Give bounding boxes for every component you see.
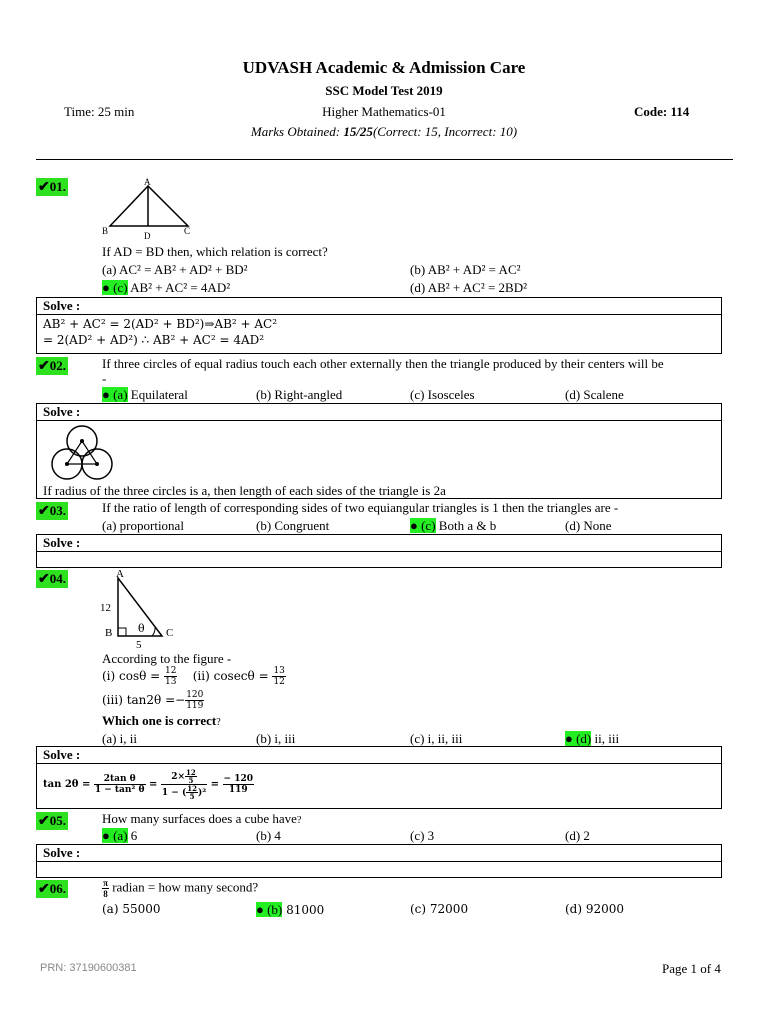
question-intro: According to the figure -	[102, 651, 232, 666]
check-icon: ✔	[38, 180, 50, 195]
question-number: ✔05.	[38, 813, 66, 829]
option-d[interactable]: (d) 92000	[565, 902, 625, 916]
question-number: ✔06.	[38, 881, 66, 897]
solve-text: If radius of the three circles is a, then length of each sides of the triangle is 2a	[43, 483, 446, 498]
exam-code: Code: 114	[634, 104, 690, 119]
option-d[interactable]: (d) None	[565, 518, 612, 533]
option-c[interactable]: (c) 72000	[410, 902, 469, 916]
solve-line: = 2(AD² + AD²) ∴ AB² + AC² = 4AD²	[43, 333, 265, 347]
three-circles-figure	[47, 422, 117, 484]
option-c[interactable]: (c) i, ii, iii	[410, 731, 463, 746]
option-a[interactable]: (a) i, ii	[102, 731, 138, 746]
solve-label: Solve :	[43, 747, 81, 762]
solve-box	[36, 403, 722, 499]
exam-time: Time: 25 min	[64, 104, 135, 119]
option-b[interactable]: (b) 4	[256, 828, 281, 843]
solve-line: AB² + AC² = 2(AD² + BD²)⇒AB² + AC²	[43, 317, 278, 331]
solve-label: Solve :	[43, 845, 81, 860]
question-text: How many surfaces does a cube have?	[102, 811, 302, 826]
vertex-label-b: B	[102, 226, 109, 236]
question-text: Which one is correct?	[102, 713, 221, 728]
answer-marker: ● (a)	[102, 828, 128, 843]
question-text-cont: -	[102, 371, 107, 386]
page-number: Page 1 of 4	[662, 961, 721, 976]
solve-box	[36, 534, 722, 568]
answer-marker: ● (c)	[102, 280, 128, 295]
option-d[interactable]: (d) 2	[565, 828, 590, 843]
option-c[interactable]: (c) 3	[410, 828, 435, 843]
check-icon: ✔	[38, 814, 50, 829]
triangle-figure	[98, 176, 198, 242]
question-number: ✔03.	[38, 503, 66, 519]
option-d[interactable]: ● (d) ii, iii	[565, 731, 620, 746]
answer-marker: ● (d)	[565, 731, 592, 746]
solve-equation: tan 2θ = $\frac{\text{2tan θ}}{\text{1 − tan² θ}}$ = 2× $\frac{12}{5}$ 1 − ( $\frac{12}{5}$ )² = $\frac{- 120}{119}$	[43, 768, 253, 801]
answer-marker: ● (a)	[102, 387, 128, 402]
question-number: ✔01.	[38, 179, 66, 195]
check-icon: ✔	[38, 572, 50, 587]
option-a[interactable]: (a) 55000	[102, 902, 161, 916]
option-c[interactable]: ● (c) Both a & b	[410, 518, 497, 533]
option-c[interactable]: ● (c) AB² + AC² = 4AD²	[102, 280, 231, 295]
option-a[interactable]: (a) proportional	[102, 518, 184, 533]
check-icon: ✔	[38, 504, 50, 519]
option-b[interactable]: (b) Congruent	[256, 518, 330, 533]
statement-i: (i) cosθ = $\frac{12}{13}$ (ii) cosecθ = $\frac{13}{12}$	[102, 666, 285, 687]
option-c[interactable]: (c) Isosceles	[410, 387, 475, 402]
check-icon: ✔	[38, 882, 50, 897]
answer-marker: ● (c)	[410, 518, 436, 533]
vertex-label-a: A	[116, 568, 124, 580]
exam-title: UDVASH Academic & Admission Care	[242, 58, 526, 77]
statement-iii: (iii) tan2θ =− $\frac{120}{119}$	[102, 690, 204, 711]
solve-box	[36, 297, 722, 354]
question-number: ✔04.	[38, 571, 66, 587]
base-label: 5	[136, 639, 142, 650]
statement-ii: (ii) cosecθ =	[192, 669, 273, 683]
side-label: 12	[100, 602, 111, 614]
exam-subject: Higher Mathematics-01	[322, 104, 446, 119]
question-number: ✔02.	[38, 358, 66, 374]
marks-detail: (Correct: 15, Incorrect: 10)	[372, 124, 518, 139]
vertex-label-b: B	[105, 627, 113, 639]
solve-label: Solve :	[43, 298, 81, 313]
prn-number: PRN: 37190600381	[40, 962, 137, 974]
question-text: If the ratio of length of corresponding sides of two equiangular triangles is 1 then the triangles are -	[102, 500, 619, 515]
option-a[interactable]: ● (a) Equilateral	[102, 387, 188, 402]
option-b[interactable]: (b) i, iii	[256, 731, 296, 746]
vertex-label-d: D	[144, 231, 151, 241]
question-text: If three circles of equal radius touch each other externally then the triangle produced by their centers will be	[102, 356, 664, 371]
solve-label: Solve :	[43, 404, 81, 419]
option-a[interactable]: (a) AC² = AB² + AD² + BD²	[102, 262, 248, 277]
answer-marker: ● (b)	[256, 902, 283, 917]
right-triangle-figure	[98, 566, 184, 650]
check-icon: ✔	[38, 359, 50, 374]
option-b[interactable]: (b) Right-angled	[256, 387, 343, 402]
exam-subtitle: SSC Model Test 2019	[325, 83, 443, 98]
option-a[interactable]: ● (a) 6	[102, 828, 138, 843]
option-b[interactable]: (b) AB² + AD² = AC²	[410, 262, 521, 277]
option-d[interactable]: (d) AB² + AC² = 2BD²	[410, 280, 528, 295]
solve-box	[36, 746, 722, 809]
solve-box	[36, 844, 722, 878]
vertex-label-c: C	[184, 226, 191, 236]
vertex-label-a: A	[144, 177, 151, 187]
vertex-label-c: C	[166, 627, 174, 639]
solve-label: Solve :	[43, 535, 81, 550]
marks-obtained	[0, 124, 768, 140]
marks-prefix: Marks Obtained:	[250, 124, 344, 139]
header-divider	[36, 159, 733, 160]
marks-score: 15/25	[343, 124, 373, 139]
option-d[interactable]: (d) Scalene	[565, 387, 624, 402]
theta-label: θ	[138, 622, 145, 635]
question-text: If AD = BD then, which relation is correct?	[102, 244, 328, 259]
question-text: $\frac{\pi}{8}$ radian = how many second?	[103, 878, 259, 899]
option-b[interactable]: ● (b) 81000	[256, 902, 325, 917]
